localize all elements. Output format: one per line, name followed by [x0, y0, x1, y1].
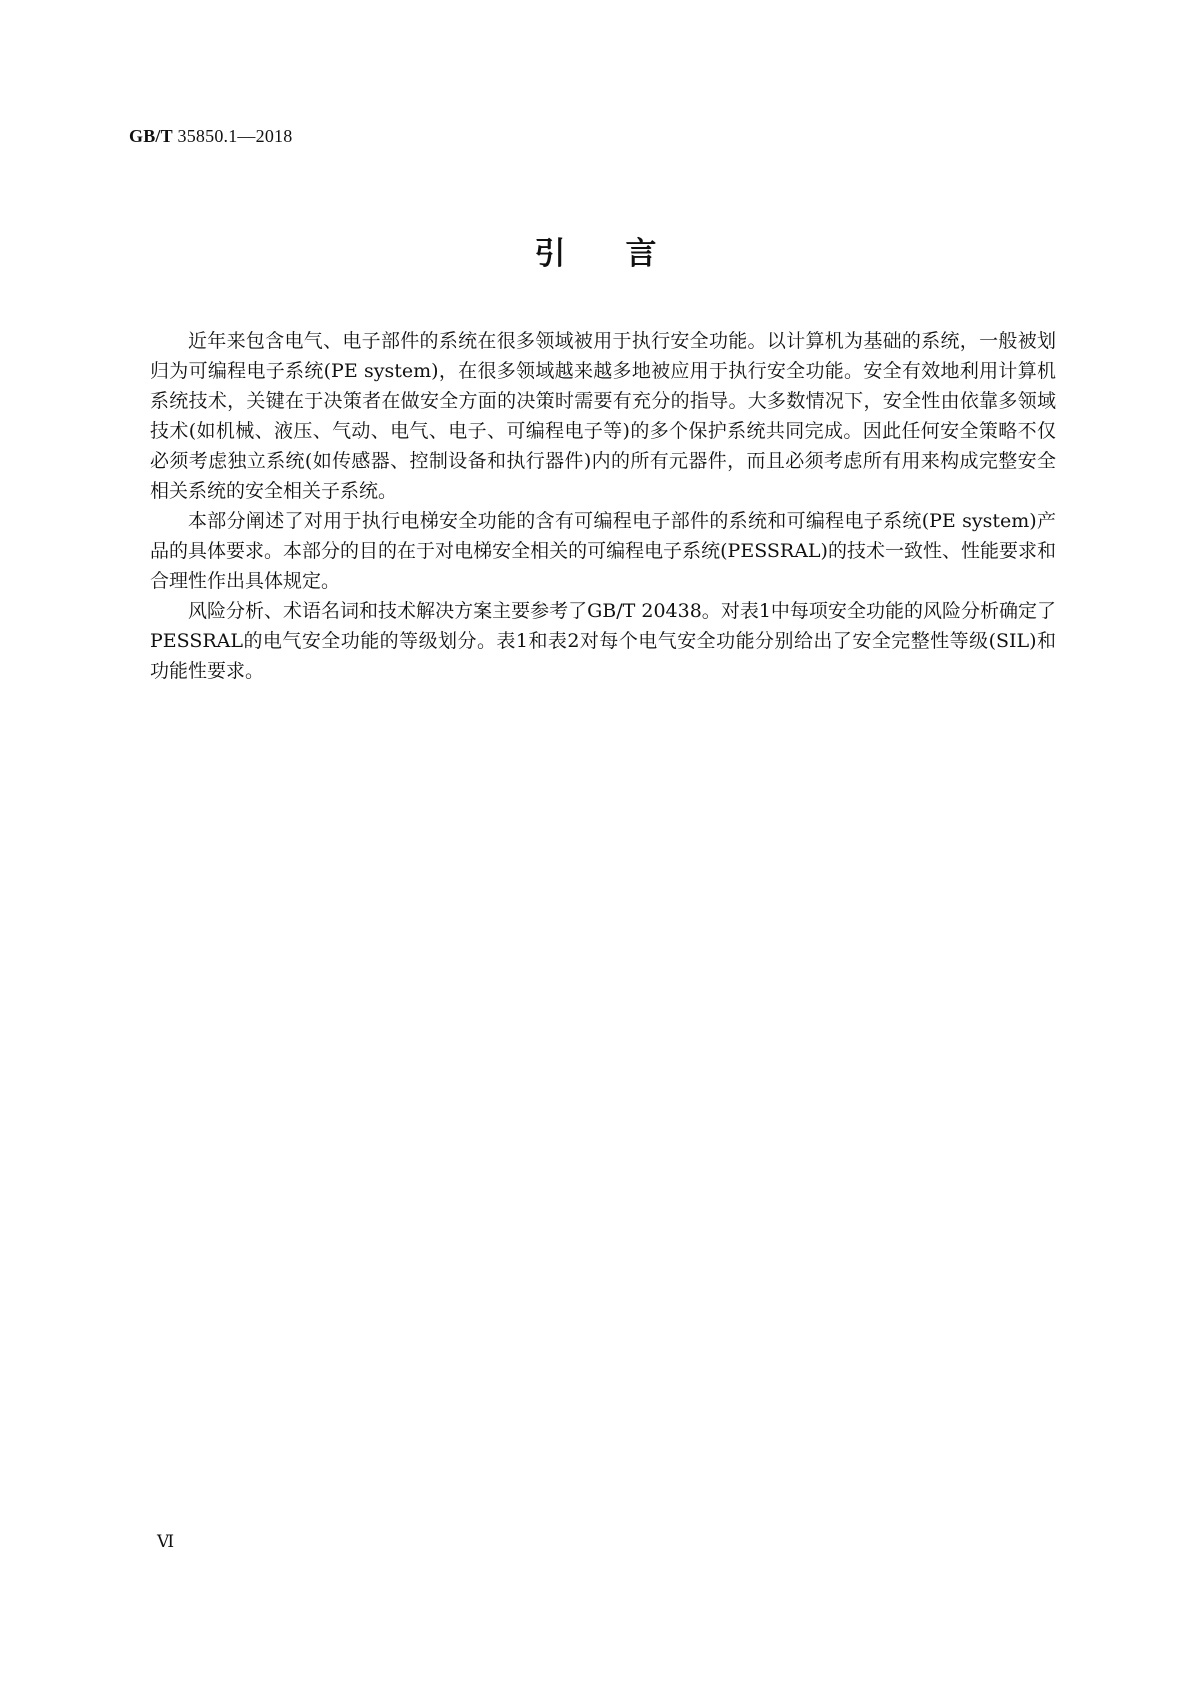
paragraph: 近年来包含电气、电子部件的系统在很多领域被用于执行安全功能。以计算机为基础的系统，一般被划归为可编程电子系统(PE system)，在很多领域越来越多地被应用于执行安全功能。安全有效地利用计算机系统技术，关键在于决策者在做安全方面的决策时需要有充分的指导。大多数情况下，安全性由依靠多领域技术(如机械、液压、气动、电气、电子、可编程电子等)的多个保护系统共同完成。因此任何安全策略不仅必须考虑独立系统(如传感器、控制设备和执行器件)内的所有元器件，而且必须考虑所有用来构成完整安全相关系统的安全相关子系统。	[150, 330, 1056, 502]
standard-number: 35850.1—2018	[177, 126, 293, 146]
introduction-body	[150, 326, 1056, 686]
page-title: 引言	[534, 236, 717, 272]
page-number: Ⅵ	[157, 1532, 175, 1551]
paragraph: 本部分阐述了对用于执行电梯安全功能的含有可编程电子部件的系统和可编程电子系统(PE system)产品的具体要求。本部分的目的在于对电梯安全相关的可编程电子系统(PESSRAL)的技术一致性、性能要求和合理性作出具体规定。	[150, 510, 1056, 592]
standard-prefix: GB/T	[129, 126, 173, 146]
document-header	[129, 126, 292, 147]
paragraph: 风险分析、术语名词和技术解决方案主要参考了GB/T 20438。对表1中每项安全功能的风险分析确定了PESSRAL的电气安全功能的等级划分。表1和表2对每个电气安全功能分别给出了安全完整性等级(SIL)和功能性要求。	[150, 600, 1056, 682]
